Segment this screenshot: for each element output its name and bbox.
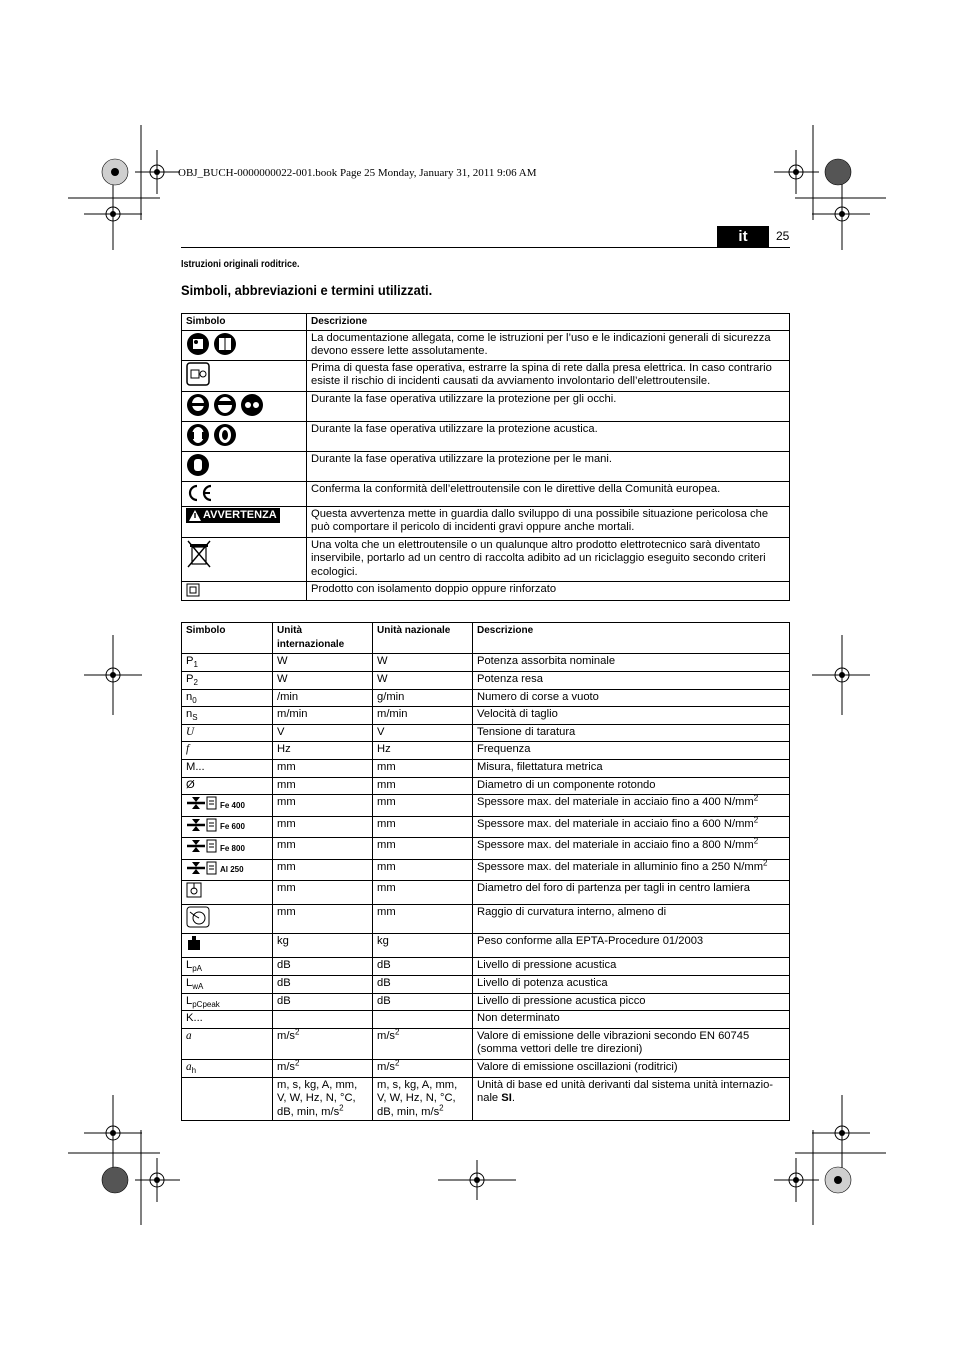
sheet-thickness-icon bbox=[186, 796, 218, 815]
col-header-intl-unit: Unità internazionale bbox=[273, 623, 373, 654]
intl-unit-cell bbox=[273, 672, 373, 690]
description-cell: Prima di questa fase operativa, estrarre la spina di rete dalla presa elettrica. In caso contrario esiste il rischio di incidenti causati da avviamento involontario dell’elettroutensile. bbox=[307, 360, 790, 391]
material-label: Fe 800 bbox=[220, 843, 245, 853]
warning-badge-label: AVVERTENZA bbox=[203, 508, 277, 521]
description-cell bbox=[473, 778, 790, 795]
description-text: Non determinato bbox=[477, 1011, 560, 1024]
description-superscript: 2 bbox=[753, 836, 759, 846]
doc-subtitle: Istruzioni originali roditrice. bbox=[181, 259, 300, 270]
national-unit-cell bbox=[373, 838, 473, 860]
description-text: Spessore max. del materiale in acciaio fino a 400 N/mm bbox=[477, 796, 754, 808]
description-cell bbox=[473, 1059, 790, 1077]
table-row bbox=[182, 537, 790, 581]
table-row bbox=[182, 725, 790, 742]
description-cell bbox=[473, 690, 790, 707]
unit-text: m/min bbox=[277, 708, 308, 720]
unit-superscript: 2 bbox=[439, 1102, 444, 1112]
description-text: Diametro del foro di partenza per tagli in centro lamiera bbox=[477, 882, 750, 894]
symbol-cell bbox=[182, 707, 273, 725]
description-cell bbox=[473, 1028, 790, 1059]
unit-superscript: 2 bbox=[395, 1057, 400, 1067]
table-row bbox=[182, 859, 790, 881]
symbol-cell bbox=[182, 672, 273, 690]
unit-text: mm bbox=[377, 817, 396, 830]
symbol-text: L bbox=[186, 976, 193, 989]
sheet-thickness-icon bbox=[186, 839, 218, 858]
material-label: Fe 400 bbox=[220, 800, 245, 810]
table-row bbox=[182, 993, 790, 1010]
table-row bbox=[182, 975, 790, 993]
description-text: Numero di corse a vuoto bbox=[477, 691, 599, 703]
description-cell bbox=[473, 904, 790, 934]
symbol-cell bbox=[182, 859, 273, 881]
unit-text: mm bbox=[377, 796, 396, 808]
symbol-cell bbox=[182, 778, 273, 795]
symbol-text: P bbox=[186, 673, 194, 685]
description-text: Misura, filettatura metrica bbox=[477, 761, 603, 773]
description-text: Peso conforme alla EPTA-Procedure 01/2003 bbox=[477, 935, 704, 947]
national-unit-cell bbox=[373, 1010, 473, 1028]
national-unit-cell bbox=[373, 795, 473, 817]
national-unit-cell bbox=[373, 881, 473, 905]
symbol-cell bbox=[182, 1028, 273, 1059]
intl-unit-cell bbox=[273, 838, 373, 860]
intl-unit-cell bbox=[273, 760, 373, 778]
description-cell: Una volta che un elettroutensile o un qualunque altro prodotto elettrotecnico sarà diventato inservibile, portarlo ad un centro di raccolta adibito ad un riciclaggio eseguito secondo criteri ecologici. bbox=[307, 537, 790, 581]
print-slug: OBJ_BUCH-0000000022-001.book Page 25 Monday, January 31, 2011 9:06 AM bbox=[178, 167, 537, 179]
unit-text: mm bbox=[277, 839, 296, 851]
intl-unit-cell bbox=[273, 742, 373, 760]
unit-text: W bbox=[377, 673, 388, 685]
symbol-subscript: S bbox=[192, 713, 198, 723]
description-text: Raggio di curvatura interno, almeno di bbox=[477, 905, 667, 918]
symbol-cell bbox=[182, 742, 273, 760]
unit-text: dB bbox=[377, 994, 391, 1007]
description-cell bbox=[473, 707, 790, 725]
table-row bbox=[182, 1028, 790, 1059]
intl-unit-cell bbox=[273, 795, 373, 817]
description-cell bbox=[473, 934, 790, 958]
unplug-icon bbox=[186, 362, 210, 386]
ce-mark-icon bbox=[186, 483, 216, 503]
table-row bbox=[182, 451, 790, 481]
unit-superscript: 2 bbox=[295, 1026, 300, 1036]
symbol-cell bbox=[182, 957, 273, 975]
description-cell bbox=[473, 859, 790, 881]
symbol-subscript: h bbox=[191, 1065, 197, 1075]
unit-text: mm bbox=[377, 839, 396, 851]
unit-text: Hz bbox=[377, 743, 391, 755]
national-unit-cell bbox=[373, 859, 473, 881]
unit-superscript: 2 bbox=[295, 1057, 300, 1067]
intl-unit-cell bbox=[273, 1010, 373, 1028]
unit-text: m/s bbox=[377, 1060, 396, 1073]
intl-unit-cell bbox=[273, 881, 373, 905]
description-text: Livello di potenza acustica bbox=[477, 976, 608, 989]
description-cell bbox=[473, 975, 790, 993]
unit-superscript: 2 bbox=[339, 1102, 344, 1112]
description-cell bbox=[473, 742, 790, 760]
table-row bbox=[182, 904, 790, 934]
sheet-thickness-icon bbox=[186, 818, 218, 837]
unit-text: mm bbox=[277, 796, 296, 808]
goggles-icon bbox=[186, 393, 210, 417]
col-header-description: Descrizione bbox=[473, 623, 790, 654]
intl-unit-cell bbox=[273, 778, 373, 795]
description-cell bbox=[473, 760, 790, 778]
si-label: SI bbox=[501, 1092, 512, 1104]
face-shield-icon bbox=[213, 393, 237, 417]
unit-text: g/min bbox=[377, 691, 405, 703]
unit-text: W bbox=[277, 655, 288, 667]
description-cell bbox=[473, 1010, 790, 1028]
intl-unit-cell bbox=[273, 859, 373, 881]
description-cell bbox=[473, 838, 790, 860]
unit-text: dB bbox=[277, 994, 291, 1007]
national-unit-cell bbox=[373, 725, 473, 742]
unit-text: mm bbox=[277, 905, 296, 918]
section-title: Simboli, abbreviazioni e termini utilizzati. bbox=[181, 282, 433, 298]
read-manual-icon bbox=[186, 332, 210, 356]
description-text: Spessore max. del materiale in alluminio fino a 250 N/mm bbox=[477, 860, 764, 873]
table-row bbox=[182, 481, 790, 506]
ear-muff-icon bbox=[186, 423, 210, 447]
symbol-cell bbox=[182, 1059, 273, 1077]
unit-text: mm bbox=[277, 882, 296, 894]
symbol-cell bbox=[182, 934, 273, 958]
table-row bbox=[182, 838, 790, 860]
intl-unit-cell bbox=[273, 725, 373, 742]
description-text: Unità di base ed unità derivanti dal sistema unità internazio-nale bbox=[477, 1078, 774, 1104]
description-cell: Durante la fase operativa utilizzare la protezione acustica. bbox=[307, 421, 790, 451]
unit-text: mm bbox=[377, 860, 396, 873]
table-row bbox=[182, 1010, 790, 1028]
units-table bbox=[181, 622, 790, 1121]
intl-unit-cell bbox=[273, 816, 373, 838]
national-unit-cell bbox=[373, 760, 473, 778]
description-text: Livello di pressione acustica picco bbox=[477, 994, 646, 1007]
symbol-cell bbox=[182, 795, 273, 817]
symbol-text: U bbox=[186, 726, 195, 738]
symbol-cell bbox=[182, 1010, 273, 1028]
symbol-cell bbox=[182, 690, 273, 707]
double-insulation-icon bbox=[186, 583, 200, 597]
symbol-text: P bbox=[186, 655, 194, 667]
symbol-subscript: 2 bbox=[193, 678, 198, 688]
weight-icon bbox=[186, 935, 202, 956]
material-label: Fe 600 bbox=[220, 822, 245, 831]
description-text: Potenza resa bbox=[477, 673, 543, 685]
national-unit-cell bbox=[373, 1077, 473, 1121]
description-text: Spessore max. del materiale in acciaio fino a 800 N/mm bbox=[477, 839, 754, 851]
intl-unit-cell bbox=[273, 975, 373, 993]
sheet-thickness-icon bbox=[186, 861, 218, 880]
unit-text: kg bbox=[277, 935, 289, 947]
unit-text: Hz bbox=[277, 743, 291, 755]
intl-unit-cell bbox=[273, 1077, 373, 1121]
national-unit-cell bbox=[373, 957, 473, 975]
col-header-symbol: Simbolo bbox=[182, 314, 307, 331]
book-icon bbox=[213, 332, 237, 356]
unit-text: mm bbox=[277, 817, 296, 830]
symbol-text: f bbox=[186, 743, 190, 755]
language-tab: it bbox=[717, 226, 769, 247]
header-rule bbox=[181, 247, 790, 248]
symbol-text: a bbox=[186, 1029, 192, 1042]
description-cell: La documentazione allegata, come le istruzioni per l’uso e le indicazioni generali di sicurezza devono essere lette assolutamente. bbox=[307, 330, 790, 360]
table-row bbox=[182, 816, 790, 838]
national-unit-cell bbox=[373, 904, 473, 934]
col-header-national-unit: Unità nazionale bbox=[373, 623, 473, 654]
description-text: Spessore max. del materiale in acciaio fino a 600 N/mm bbox=[477, 817, 754, 830]
description-cell: Durante la fase operativa utilizzare la protezione per gli occhi. bbox=[307, 391, 790, 421]
warning-badge bbox=[186, 508, 280, 524]
symbol-subscript: 1 bbox=[193, 660, 198, 670]
description-cell bbox=[473, 957, 790, 975]
table-row bbox=[182, 391, 790, 421]
intl-unit-cell bbox=[273, 690, 373, 707]
description-cell bbox=[473, 795, 790, 817]
description-cell bbox=[473, 1077, 790, 1121]
crossed-bin-icon bbox=[186, 539, 212, 569]
description-cell bbox=[473, 672, 790, 690]
table-row bbox=[182, 506, 790, 537]
table-row bbox=[182, 795, 790, 817]
intl-unit-cell bbox=[273, 707, 373, 725]
description-text: Tensione di taratura bbox=[477, 726, 576, 738]
description-cell: Prodotto con isolamento doppio oppure rinforzato bbox=[307, 581, 790, 600]
unit-text: mm bbox=[377, 905, 396, 918]
unit-text: mm bbox=[377, 882, 396, 894]
unit-text: m/s bbox=[377, 1029, 396, 1042]
national-unit-cell bbox=[373, 993, 473, 1010]
description-text: Diametro di un componente rotondo bbox=[477, 779, 656, 791]
unit-text: V bbox=[277, 726, 285, 738]
intl-unit-cell bbox=[273, 934, 373, 958]
unit-text: W bbox=[277, 673, 288, 685]
curve-radius-icon bbox=[186, 906, 210, 933]
table-row bbox=[182, 934, 790, 958]
symbol-cell bbox=[182, 904, 273, 934]
material-label: Al 250 bbox=[220, 865, 244, 874]
unit-text: mm bbox=[277, 860, 296, 873]
unit-text: dB bbox=[277, 976, 291, 989]
symbol-cell bbox=[182, 881, 273, 905]
description-text: Velocità di taglio bbox=[477, 708, 558, 720]
description-cell bbox=[473, 816, 790, 838]
description-cell bbox=[473, 993, 790, 1010]
national-unit-cell bbox=[373, 975, 473, 993]
unit-text: W bbox=[377, 655, 388, 667]
national-unit-cell bbox=[373, 778, 473, 795]
table-row bbox=[182, 707, 790, 725]
unit-text: dB bbox=[377, 958, 391, 971]
national-unit-cell bbox=[373, 742, 473, 760]
symbol-subscript: wA bbox=[192, 981, 204, 991]
unit-text: m/s bbox=[277, 1060, 296, 1073]
symbol-cell bbox=[182, 725, 273, 742]
unit-text: kg bbox=[377, 935, 389, 947]
unit-text: /min bbox=[277, 691, 299, 703]
symbols-table bbox=[181, 313, 790, 601]
table-row bbox=[182, 760, 790, 778]
national-unit-cell bbox=[373, 1028, 473, 1059]
description-tail: . bbox=[511, 1092, 515, 1104]
description-text: Livello di pressione acustica bbox=[477, 958, 617, 971]
description-text: Valore di emissione delle vibrazioni secondo EN 60745 (somma vettori delle tre direzioni) bbox=[477, 1029, 750, 1055]
start-hole-icon bbox=[186, 882, 202, 903]
table-row bbox=[182, 957, 790, 975]
table-row bbox=[182, 360, 790, 391]
symbol-text: M... bbox=[186, 761, 205, 773]
national-unit-cell bbox=[373, 690, 473, 707]
unit-text: mm bbox=[377, 779, 396, 791]
symbol-subscript: 0 bbox=[192, 696, 197, 706]
description-superscript: 2 bbox=[763, 857, 768, 867]
table-row bbox=[182, 1077, 790, 1121]
symbol-cell bbox=[182, 816, 273, 838]
symbol-text: n bbox=[186, 691, 193, 703]
symbol-text: L bbox=[186, 958, 193, 971]
symbol-subscript: pCpeak bbox=[192, 999, 220, 1009]
symbol-text: L bbox=[186, 994, 193, 1007]
description-cell: Durante la fase operativa utilizzare la protezione per le mani. bbox=[307, 451, 790, 481]
symbol-text: K... bbox=[186, 1011, 203, 1024]
symbol-cell bbox=[182, 838, 273, 860]
unit-text: dB bbox=[377, 976, 391, 989]
intl-unit-cell bbox=[273, 957, 373, 975]
unit-text: dB bbox=[277, 958, 291, 971]
table-row bbox=[182, 330, 790, 360]
table-row bbox=[182, 581, 790, 600]
unit-text: m, s, kg, A, mm, V, W, Hz, N, °C, dB, min, m/s bbox=[277, 1078, 358, 1118]
symbol-cell bbox=[182, 975, 273, 993]
description-superscript: 2 bbox=[753, 814, 759, 824]
description-cell: Questa avvertenza mette in guardia dallo sviluppo di una possibile situazione pericolosa che può comportare il pericolo di incidenti gravi oppure anche mortali. bbox=[307, 506, 790, 537]
unit-text: V bbox=[377, 726, 385, 738]
national-unit-cell bbox=[373, 672, 473, 690]
table-row bbox=[182, 672, 790, 690]
table-row bbox=[182, 654, 790, 672]
table-row bbox=[182, 690, 790, 707]
table-row bbox=[182, 778, 790, 795]
description-cell bbox=[473, 654, 790, 672]
glasses-icon bbox=[240, 393, 264, 417]
description-superscript: 2 bbox=[753, 793, 759, 803]
national-unit-cell bbox=[373, 934, 473, 958]
unit-text: mm bbox=[277, 761, 296, 773]
unit-text: mm bbox=[277, 779, 296, 791]
symbol-text: a bbox=[186, 1060, 192, 1073]
unit-text: m, s, kg, A, mm, V, W, Hz, N, °C, dB, min, m/s bbox=[377, 1078, 458, 1118]
symbol-cell bbox=[182, 993, 273, 1010]
national-unit-cell bbox=[373, 654, 473, 672]
national-unit-cell bbox=[373, 1059, 473, 1077]
table-row bbox=[182, 881, 790, 905]
description-cell: Conferma la conformità dell’elettroutensile con le direttive della Comunità europea. bbox=[307, 481, 790, 506]
symbol-subscript: pA bbox=[192, 963, 203, 973]
description-text: Potenza assorbita nominale bbox=[477, 655, 616, 667]
intl-unit-cell bbox=[273, 1059, 373, 1077]
intl-unit-cell bbox=[273, 654, 373, 672]
description-text: Valore di emissione oscillazioni (roditrici) bbox=[477, 1060, 678, 1073]
gloves-icon bbox=[186, 453, 210, 477]
unit-superscript: 2 bbox=[395, 1026, 400, 1036]
page-number: 25 bbox=[776, 229, 790, 243]
col-header-description: Descrizione bbox=[307, 314, 790, 331]
table-row bbox=[182, 421, 790, 451]
ear-protection-icon bbox=[213, 423, 237, 447]
symbol-cell bbox=[182, 654, 273, 672]
unit-text: m/min bbox=[377, 708, 408, 720]
symbol-text: n bbox=[186, 708, 193, 720]
table-row bbox=[182, 742, 790, 760]
intl-unit-cell bbox=[273, 904, 373, 934]
symbol-text: Ø bbox=[186, 779, 195, 791]
intl-unit-cell bbox=[273, 1028, 373, 1059]
description-text: Frequenza bbox=[477, 743, 531, 755]
col-header-symbol: Simbolo bbox=[182, 623, 273, 654]
symbol-cell bbox=[182, 1077, 273, 1121]
national-unit-cell bbox=[373, 816, 473, 838]
national-unit-cell bbox=[373, 707, 473, 725]
description-cell bbox=[473, 725, 790, 742]
warning-triangle-icon bbox=[189, 510, 201, 521]
table-row bbox=[182, 1059, 790, 1077]
unit-text: mm bbox=[377, 761, 396, 773]
description-cell bbox=[473, 881, 790, 905]
symbol-cell bbox=[182, 760, 273, 778]
intl-unit-cell bbox=[273, 993, 373, 1010]
unit-text: m/s bbox=[277, 1029, 296, 1042]
